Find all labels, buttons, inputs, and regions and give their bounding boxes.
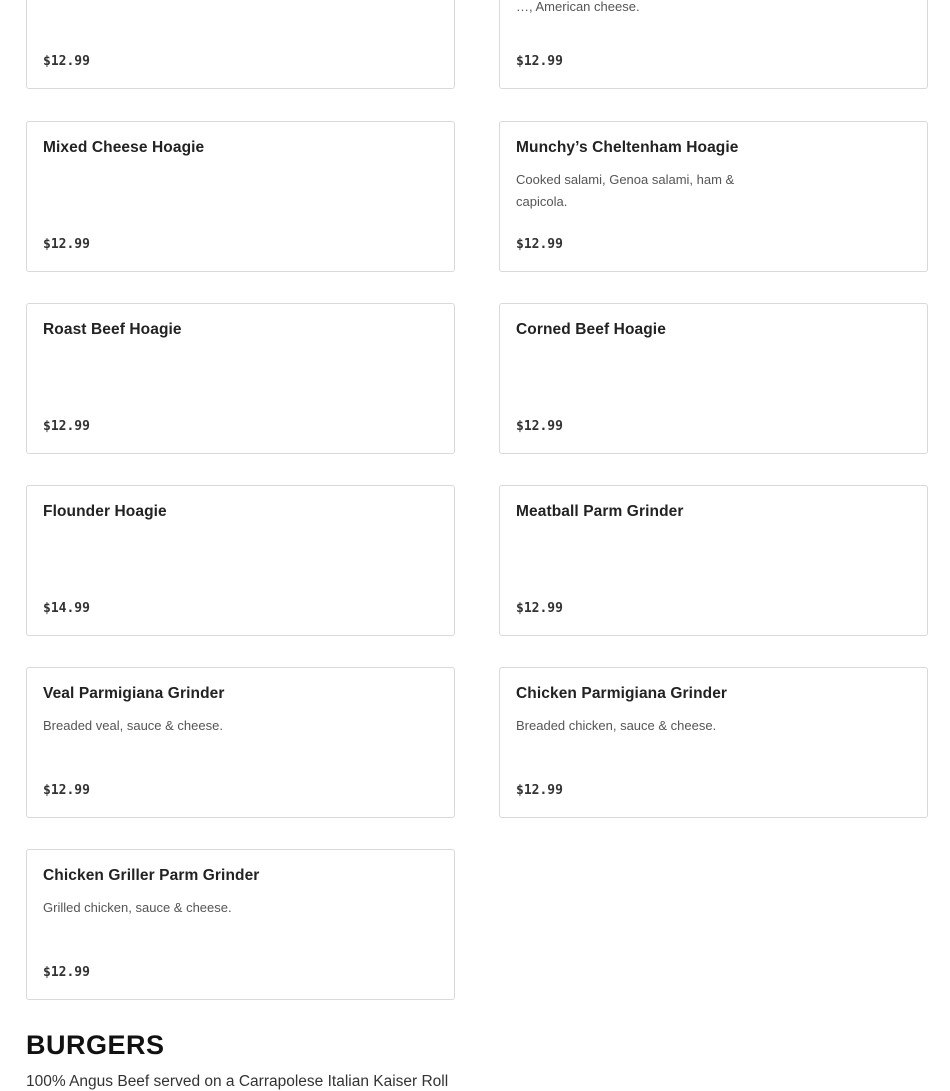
menu-item-description: Breaded veal, sauce & cheese. (43, 718, 223, 733)
menu-item-price: $12.99 (43, 965, 90, 980)
menu-item-description: Cooked salami, Genoa salami, ham & capicola. (516, 172, 735, 209)
menu-item-description-text: …, American cheese. (516, 0, 640, 14)
menu-item-card[interactable] (499, 303, 928, 454)
menu-item-card[interactable] (26, 485, 455, 636)
menu-item-description: Grilled chicken, sauce & cheese. (43, 900, 232, 915)
menu-item-card[interactable] (26, 121, 455, 272)
menu-item-price: $12.99 (43, 54, 90, 69)
menu-item-card[interactable] (26, 303, 455, 454)
section-description-burgers: 100% Angus Beef served on a Carrapolese Italian Kaiser Roll (26, 1073, 449, 1090)
menu-item-card[interactable] (26, 667, 455, 818)
menu-item-description: Breaded chicken, sauce & cheese. (516, 718, 717, 733)
menu-item-price: $12.99 (516, 237, 563, 252)
menu-item-price: $12.99 (516, 783, 563, 798)
menu-item-name: Chicken Parmigiana Grinder (516, 685, 728, 702)
menu-item-price: $12.99 (516, 419, 563, 434)
menu-item-price: $12.99 (43, 237, 90, 252)
menu-item-price: $12.99 (516, 601, 563, 616)
menu-item-card[interactable] (26, 849, 455, 1000)
menu-item-name: Veal Parmigiana Grinder (43, 685, 225, 702)
menu-item-description (516, 0, 766, 18)
menu-item-card[interactable] (499, 121, 928, 272)
menu-item-name: Corned Beef Hoagie (516, 321, 666, 338)
menu-item-price: $14.99 (43, 601, 90, 616)
menu-item-name: Flounder Hoagie (43, 503, 167, 520)
menu-item-name: Munchy’s Cheltenham Hoagie (516, 139, 739, 156)
menu-item-name: Roast Beef Hoagie (43, 321, 182, 338)
menu-item-card[interactable] (26, 0, 455, 89)
menu-item-price: $12.99 (43, 419, 90, 434)
menu-item-price: $12.99 (516, 54, 563, 69)
menu-item-card[interactable] (499, 485, 928, 636)
menu-item-name: Chicken Griller Parm Grinder (43, 867, 260, 884)
menu-item-card[interactable] (499, 0, 928, 89)
section-title-burgers: BURGERS (26, 1030, 165, 1060)
menu-item-name: Meatball Parm Grinder (516, 503, 684, 520)
menu-item-card[interactable] (499, 667, 928, 818)
menu-item-price: $12.99 (43, 783, 90, 798)
menu-item-name: Mixed Cheese Hoagie (43, 139, 205, 156)
